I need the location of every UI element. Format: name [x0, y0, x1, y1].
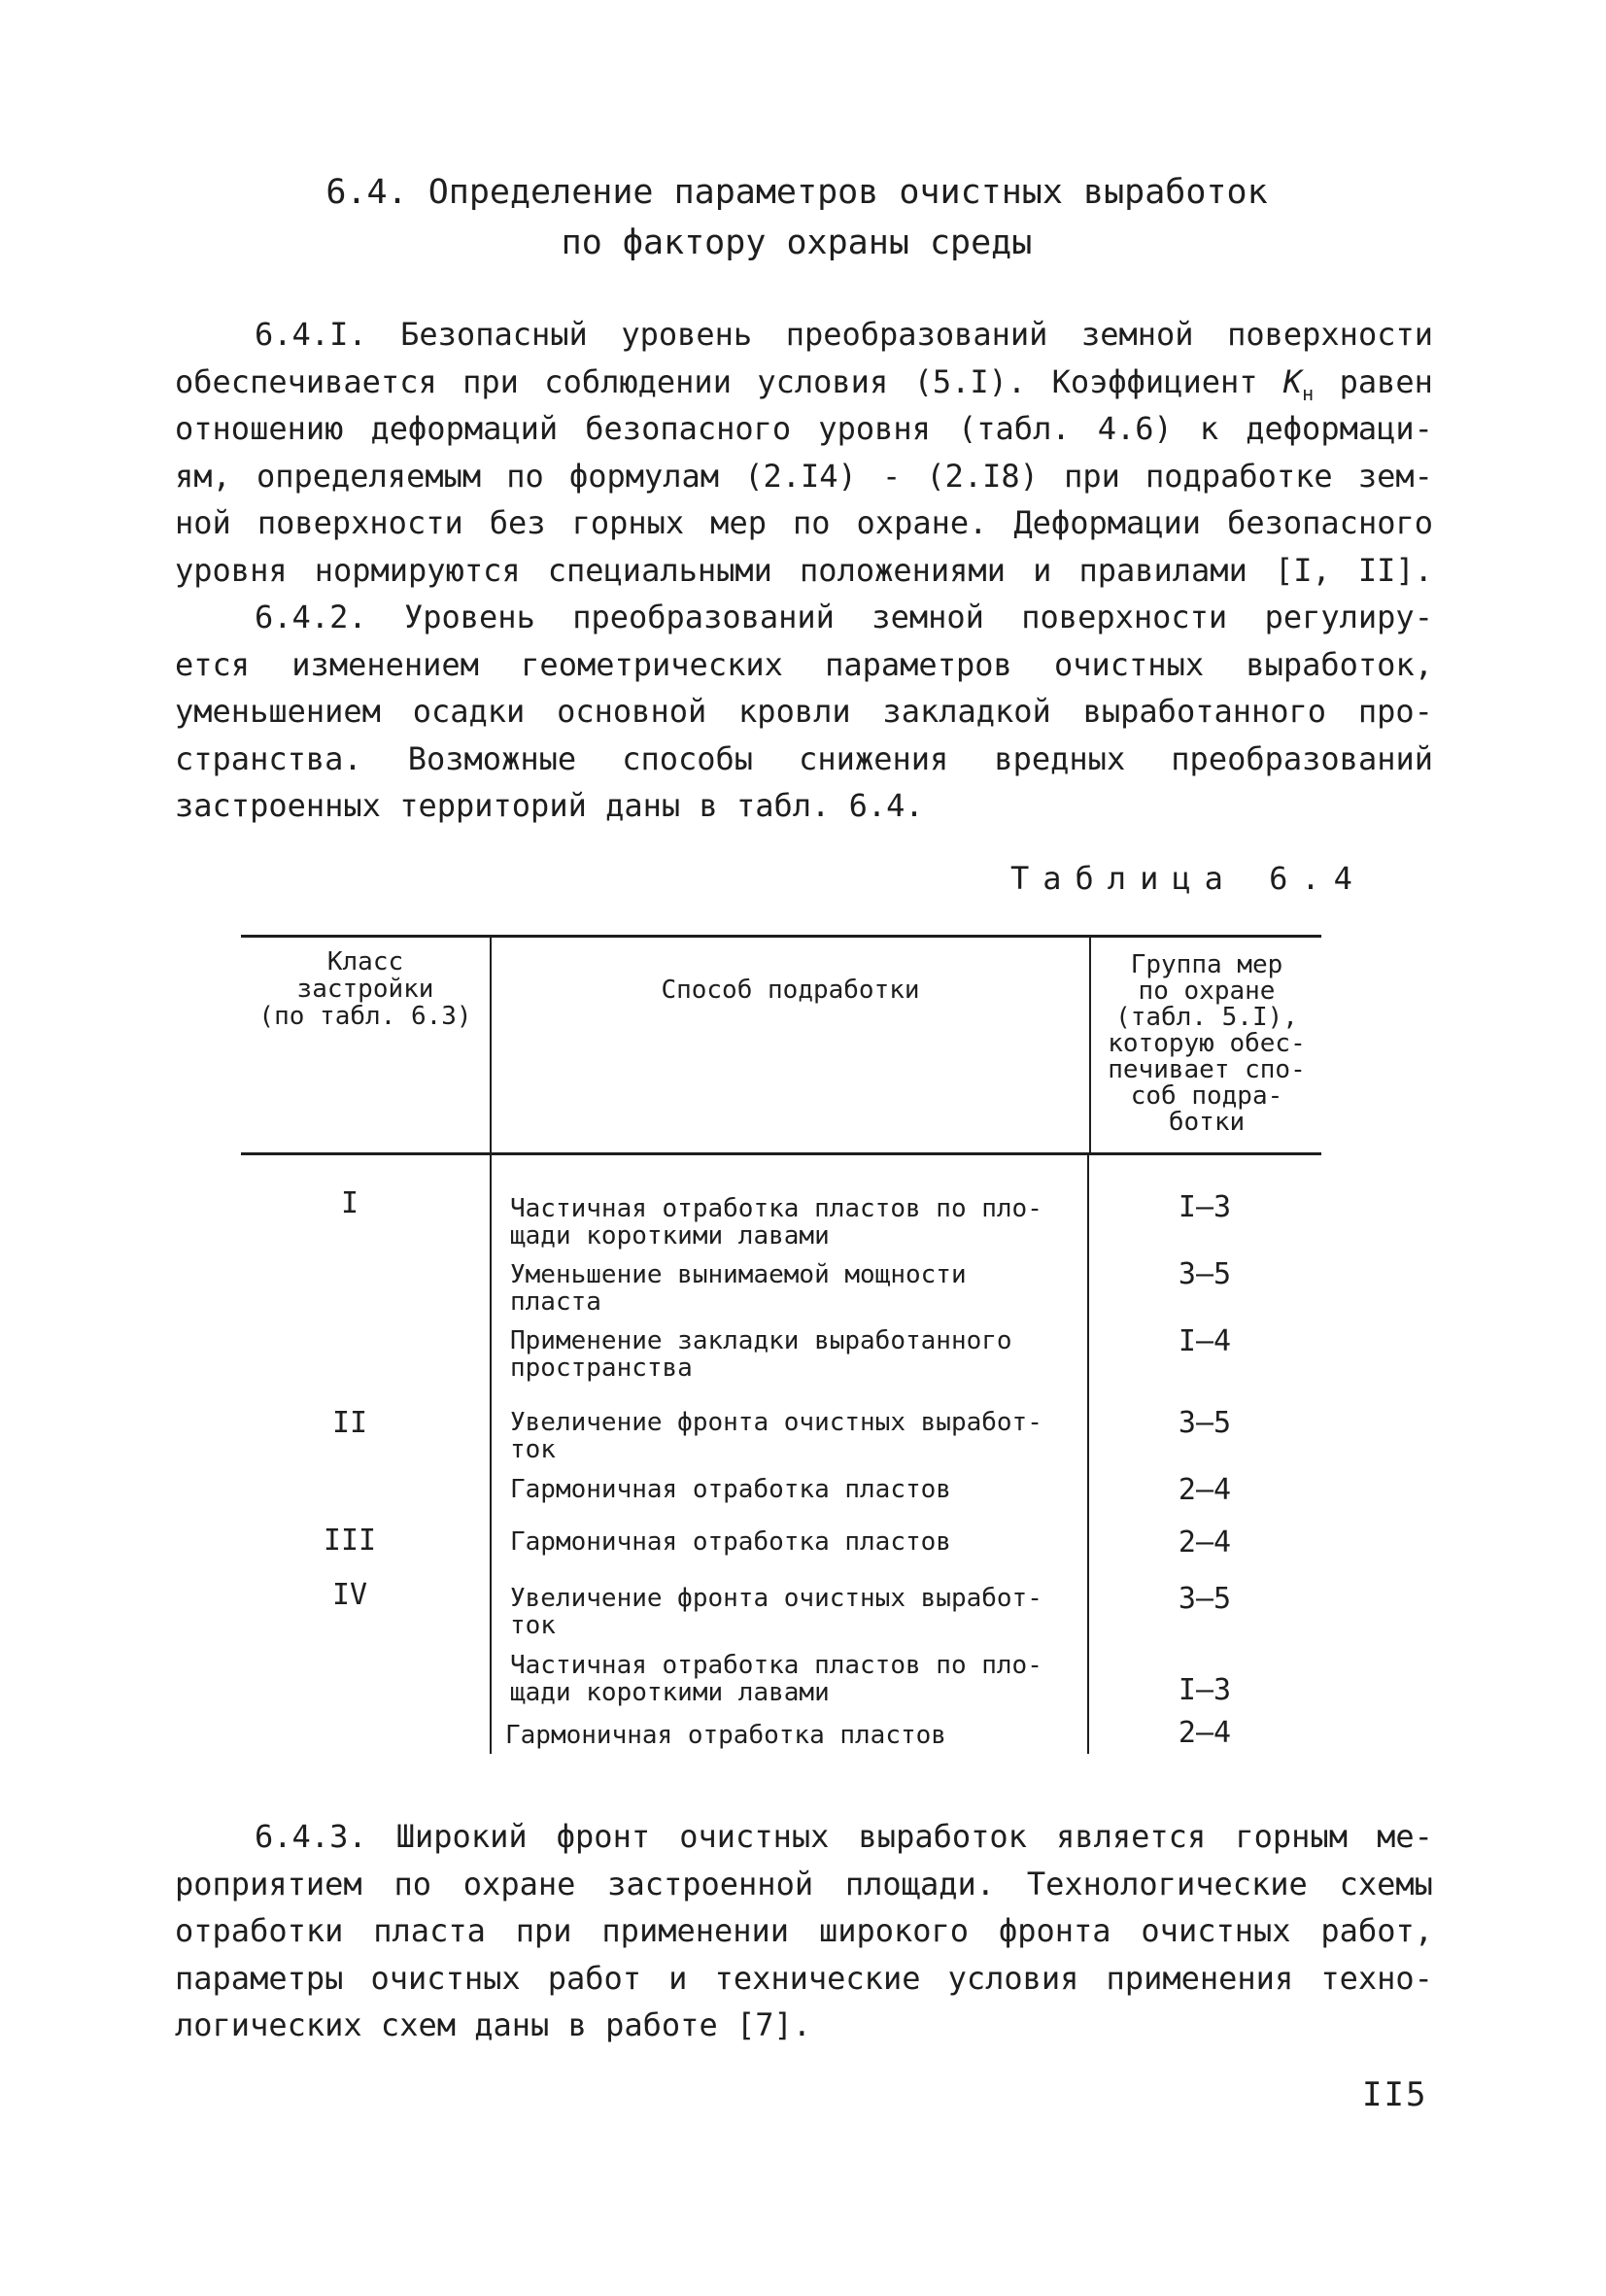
word: снижения [799, 739, 949, 777]
word: способы [622, 739, 754, 777]
word: кровли [738, 693, 851, 731]
group-cell: 3–5 [1178, 1406, 1232, 1440]
word: охране [462, 1865, 576, 1902]
word: в [699, 787, 718, 825]
word: поверхности [1021, 599, 1228, 635]
word: даны [605, 787, 681, 825]
word: преобразований [572, 599, 835, 635]
coefficient-symbol: K [1282, 362, 1303, 400]
table-column-divider-1-body [490, 1153, 492, 1754]
word: табл. [735, 787, 831, 825]
word: горных [571, 504, 685, 542]
word: определяемым [256, 457, 482, 495]
word: является [1056, 1818, 1207, 1855]
word: Безопасный [400, 316, 588, 353]
word: и [1033, 551, 1052, 589]
word: при [1064, 457, 1120, 495]
text-line [175, 594, 1433, 641]
word: деформаций [370, 410, 559, 448]
group-cell: 2–4 [1178, 1716, 1232, 1750]
section-heading-line-1: 6.4. Определение параметров очистных выработок [325, 173, 1268, 212]
header-class: Класс застройки (по табл. 6.3) [258, 947, 472, 1031]
word: поверхности [256, 504, 463, 542]
paragraph-6-4-1 [175, 311, 1433, 595]
word: Широкий [395, 1818, 528, 1855]
word: техно- [1320, 1959, 1433, 1997]
class-cell: III [323, 1524, 377, 1558]
section-heading-line-2: по фактору охраны среды [561, 223, 1033, 262]
word: при [462, 362, 519, 400]
word: охране. [856, 504, 988, 542]
word: фронта [998, 1912, 1111, 1950]
word: отработки [175, 1912, 344, 1950]
page-number: II5 [1362, 2075, 1428, 2114]
method-cell: Увеличение фронта очистных выработ- ток [510, 1408, 1042, 1464]
word: основной [557, 693, 707, 731]
word: условия [757, 362, 889, 400]
word: фронт [556, 1818, 651, 1855]
word: выработок, [1246, 645, 1433, 683]
word: странства. [175, 739, 362, 777]
word: технические [714, 1959, 921, 1997]
word: условия [947, 1959, 1079, 1997]
word: правилами [1078, 551, 1247, 589]
word: 6.4. [848, 787, 924, 825]
word: параметров [825, 645, 1012, 683]
word: выработанного [1082, 693, 1327, 731]
word: логических [175, 2006, 362, 2044]
word: 6.4.2. [255, 599, 367, 635]
word: II]. [1357, 551, 1433, 589]
word: нормируются [314, 551, 521, 589]
word: (2.I4) [744, 457, 857, 495]
group-cell: 2–4 [1178, 1525, 1232, 1559]
text-line [175, 2002, 1433, 2049]
section-heading [194, 167, 1399, 268]
word: Коэффициент [1051, 362, 1258, 400]
word: положениями [800, 551, 1006, 589]
word: 6.4.I. [255, 316, 367, 353]
method-cell: Гармоничная отработка пластов [510, 1475, 951, 1504]
word: [I, [1274, 551, 1331, 589]
text-line [175, 311, 1433, 359]
word: выработок [858, 1818, 1027, 1855]
word: ям, [175, 457, 231, 495]
text-line [175, 405, 1433, 453]
word: деформаци- [1246, 410, 1433, 448]
word: очистных [679, 1818, 830, 1855]
word: очистных [1141, 1912, 1291, 1950]
word: по [506, 457, 544, 495]
word: параметры [175, 1959, 344, 1997]
word: застроенной [607, 1865, 814, 1902]
word: схемы [1339, 1865, 1433, 1902]
word: (5.I). [913, 362, 1027, 400]
word: Деформации [1013, 504, 1202, 542]
word: мер [710, 504, 767, 542]
word: зем- [1357, 457, 1433, 495]
paragraph-6-4-3 [175, 1813, 1433, 2049]
word: к [1199, 410, 1219, 448]
word: вредных [994, 739, 1126, 777]
word: в [567, 2006, 587, 2044]
coefficient-subscript: н [1302, 381, 1315, 405]
text-line [175, 547, 1433, 595]
word: закладкой [882, 693, 1051, 731]
word: территорий [399, 787, 587, 825]
text-line [175, 736, 1433, 783]
word: очистных [1053, 645, 1205, 683]
table-column-divider-1 [490, 936, 492, 1153]
word: уменьшением [175, 693, 381, 731]
word: уровня [175, 551, 288, 589]
word: соблюдении [544, 362, 732, 400]
word: поверхности [1227, 316, 1433, 353]
class-cell: IV [331, 1578, 368, 1612]
word: (табл. [958, 410, 1071, 448]
group-cell: 3–5 [1178, 1257, 1232, 1291]
word: отношению [175, 410, 344, 448]
word: изменением [291, 645, 479, 683]
text-line [175, 1813, 1433, 1861]
word: равен [1339, 362, 1433, 400]
word: ется [175, 645, 251, 683]
word: специальными [547, 551, 772, 589]
word: преобразований [785, 316, 1048, 353]
text-line [175, 453, 1433, 500]
text-line [175, 1907, 1433, 1955]
word: осадки [412, 693, 526, 731]
word: безопасного [1227, 504, 1433, 542]
word: - [881, 457, 902, 495]
word: по [792, 504, 831, 542]
method-cell: Частичная отработка пластов по пло- щади короткими лавами [510, 1651, 1042, 1707]
word: Возможные [407, 739, 577, 777]
word: геометрических [521, 645, 783, 683]
word: безопасного [585, 410, 792, 448]
word: работ, [1320, 1912, 1433, 1950]
word: применении [601, 1912, 790, 1950]
word: работе [605, 2006, 718, 2044]
word: широкого [818, 1912, 970, 1950]
class-cell: I [340, 1186, 359, 1220]
word: преобразований [1171, 739, 1433, 777]
word: 4.6) [1097, 410, 1173, 448]
paragraph-6-4-2 [175, 594, 1433, 830]
word: пласта [373, 1912, 486, 1950]
word: без [489, 504, 546, 542]
word: регулиру- [1264, 599, 1433, 635]
word: при [515, 1912, 572, 1950]
group-cell: I–3 [1178, 1673, 1232, 1707]
header-method: Способ подработки [661, 976, 920, 1005]
word: про- [1357, 693, 1433, 731]
text-line [175, 359, 1433, 406]
group-cell: I–4 [1178, 1324, 1232, 1358]
text-line [175, 1955, 1433, 2003]
text-line [175, 782, 1433, 830]
word: уровень [621, 316, 753, 353]
class-cell: II [331, 1406, 368, 1440]
method-cell: Частичная отработка пластов по пло- щади короткими лавами [510, 1194, 1042, 1251]
word: земной [1080, 316, 1194, 353]
table-top-rule [241, 935, 1321, 938]
word: даны [474, 2006, 550, 2044]
word: обеспечивается [175, 362, 437, 400]
word: земной [871, 599, 984, 635]
word: 6.4.3. [255, 1818, 367, 1855]
table-header-rule [241, 1152, 1321, 1155]
table-column-divider-2-body [1087, 1153, 1089, 1754]
method-cell: Увеличение фронта очистных выработ- ток [510, 1584, 1042, 1640]
word: ме- [1377, 1818, 1433, 1855]
method-cell: Гармоничная отработка пластов [505, 1721, 946, 1750]
text-line [175, 499, 1433, 547]
word: по [393, 1865, 431, 1902]
word: горным [1235, 1818, 1348, 1855]
text-line [175, 641, 1433, 689]
word: (2.I8) [926, 457, 1039, 495]
group-cell: 3–5 [1178, 1582, 1232, 1616]
word: и [668, 1959, 688, 1997]
word: применения [1106, 1959, 1294, 1997]
word: схем [380, 2006, 456, 2044]
text-line [175, 688, 1433, 736]
method-cell: Гармоничная отработка пластов [510, 1527, 951, 1557]
word: работ [547, 1959, 642, 1997]
word: ной [175, 504, 231, 542]
method-cell: Применение закладки выработанного пространства [510, 1326, 1012, 1383]
table-title: Таблица 6.4 [1010, 860, 1366, 897]
word: Уровень [403, 599, 535, 635]
group-cell: I–3 [1178, 1190, 1232, 1224]
word: застроенных [175, 787, 381, 825]
word: [7]. [735, 2006, 812, 2044]
word: уровня [818, 410, 931, 448]
word: подработке [1145, 457, 1333, 495]
word: очистных [370, 1959, 521, 1997]
table-column-divider-2 [1089, 936, 1091, 1153]
word: площади. [844, 1865, 996, 1902]
coefficient-k [1283, 359, 1314, 406]
method-cell: Уменьшение вынимаемой мощности пласта [510, 1260, 967, 1317]
text-line [175, 1861, 1433, 1908]
word: роприятием [175, 1865, 362, 1902]
header-group: Группа мер по охране (табл. 5.I), которую обес- печивает спо- соб подра- ботки [1108, 950, 1306, 1137]
word: формулам [568, 457, 720, 495]
group-cell: 2–4 [1178, 1473, 1232, 1507]
word: Технологические [1026, 1865, 1308, 1902]
